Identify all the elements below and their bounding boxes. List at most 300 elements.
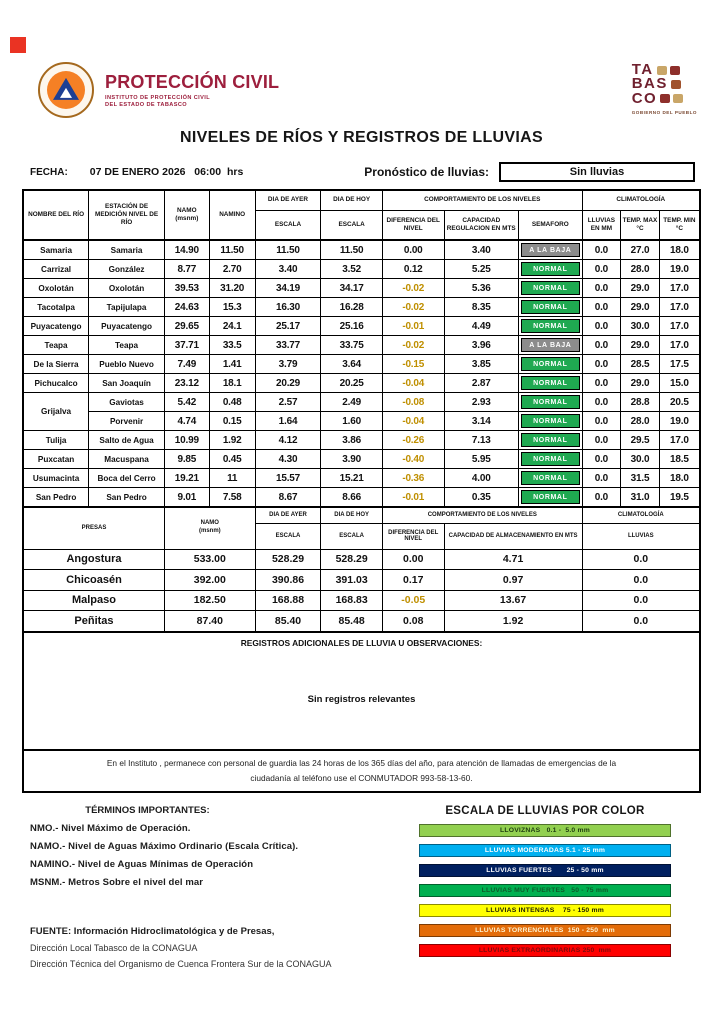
- station-name: Macuspana: [89, 450, 165, 469]
- dam-namo-value: 392.00: [164, 570, 255, 591]
- dam-escala-ayer-value: 390.86: [255, 570, 321, 591]
- dam-escala-hoy-value: 85.48: [321, 611, 383, 632]
- namo-value: 4.74: [164, 412, 209, 431]
- temp-min-value: 17.0: [659, 336, 700, 355]
- escala-ayer-value: 11.50: [255, 240, 321, 260]
- temp-max-value: 29.0: [621, 336, 660, 355]
- lluvias-value: 0.0: [582, 488, 621, 508]
- semaforo-cell: [518, 374, 582, 393]
- river-name: Usumacinta: [23, 469, 89, 488]
- source-block: [30, 926, 409, 969]
- escala-ayer-value: 4.30: [255, 450, 321, 469]
- observations-cell: [23, 632, 700, 750]
- source-line-3: Dirección Técnica del Organismo de Cuenca Frontera Sur de la CONAGUA: [30, 959, 332, 970]
- namo-value: 14.90: [164, 240, 209, 260]
- station-name: San Pedro: [89, 488, 165, 508]
- semaforo-cell: [518, 298, 582, 317]
- escala-hoy-value: 11.50: [321, 240, 383, 260]
- tabasco-glyph-icon: [673, 94, 683, 103]
- namo-value: 29.65: [164, 317, 209, 336]
- semaforo-cell: [518, 355, 582, 374]
- dam-escala-hoy-value: 168.83: [321, 590, 383, 611]
- station-name: Tapijulapa: [89, 298, 165, 317]
- rivers-header: [23, 190, 700, 240]
- terms-title: TÉRMINOS IMPORTANTES:: [85, 805, 210, 817]
- dam-lluvias-value: 0.0: [582, 549, 700, 570]
- semaforo-cell: [518, 260, 582, 279]
- escala-ayer-value: 4.12: [255, 431, 321, 450]
- river-name: Puxcatan: [23, 450, 89, 469]
- semaforo-cell: [518, 279, 582, 298]
- temp-min-value: 19.5: [659, 488, 700, 508]
- temp-max-value: 29.0: [621, 279, 660, 298]
- col-namino: NAMINO: [209, 190, 255, 240]
- col-presas-namo-l1: NAMO: [200, 520, 219, 527]
- terms-list: [30, 823, 409, 888]
- escala-hoy-value: 8.66: [321, 488, 383, 508]
- escala-ayer-value: 20.29: [255, 374, 321, 393]
- station-name: Teapa: [89, 336, 165, 355]
- temp-min-value: 19.0: [659, 412, 700, 431]
- col-presas-ayer: DIA DE AYER: [255, 507, 321, 523]
- escala-hoy-value: 1.60: [321, 412, 383, 431]
- brand-text: [105, 72, 279, 108]
- lluvias-value: 0.0: [582, 469, 621, 488]
- rain-scale-title: ESCALA DE LLUVIAS POR COLOR: [445, 805, 645, 818]
- namo-value: 19.21: [164, 469, 209, 488]
- rain-scale-bar: LLUVIAS FUERTES 25 - 50 mm: [419, 864, 671, 878]
- river-row: [23, 393, 700, 412]
- station-name: Oxolotán: [89, 279, 165, 298]
- temp-min-value: 18.5: [659, 450, 700, 469]
- temp-min-value: 17.0: [659, 279, 700, 298]
- term-definition: MSNM.- Metros Sobre el nivel del mar: [30, 877, 204, 889]
- semaforo-badge: NORMAL: [521, 452, 580, 466]
- col-nombre-rio: NOMBRE DEL RÍO: [23, 190, 89, 240]
- dam-capacidad-value: 1.92: [444, 611, 582, 632]
- escala-ayer-value: 33.77: [255, 336, 321, 355]
- river-row: [23, 336, 700, 355]
- diferencia-value: -0.26: [382, 431, 444, 450]
- station-name: Pueblo Nuevo: [89, 355, 165, 374]
- namino-value: 11.50: [209, 240, 255, 260]
- col-semaforo: SEMAFORO: [518, 210, 582, 240]
- dam-diferencia-value: 0.17: [382, 570, 444, 591]
- diferencia-value: -0.04: [382, 412, 444, 431]
- river-row: [23, 374, 700, 393]
- namo-value: 37.71: [164, 336, 209, 355]
- col-dia-hoy: DIA DE HOY: [321, 190, 383, 210]
- dam-row: [23, 570, 700, 591]
- lluvias-value: 0.0: [582, 336, 621, 355]
- diferencia-value: -0.01: [382, 488, 444, 508]
- capacidad-value: 7.13: [444, 431, 518, 450]
- escala-ayer-value: 25.17: [255, 317, 321, 336]
- temp-min-value: 19.0: [659, 260, 700, 279]
- dam-capacidad-value: 4.71: [444, 549, 582, 570]
- lluvias-value: 0.0: [582, 431, 621, 450]
- semaforo-cell: [518, 412, 582, 431]
- namo-value: 5.42: [164, 393, 209, 412]
- diferencia-value: -0.02: [382, 279, 444, 298]
- lluvias-value: 0.0: [582, 374, 621, 393]
- lluvias-value: 0.0: [582, 317, 621, 336]
- proteccion-civil-logo: [38, 62, 94, 118]
- capacidad-value: 2.87: [444, 374, 518, 393]
- river-name: Oxolotán: [23, 279, 89, 298]
- river-row: [23, 317, 700, 336]
- station-name: Puyacatengo: [89, 317, 165, 336]
- escala-hoy-value: 3.90: [321, 450, 383, 469]
- source-line-1: FUENTE: Información Hidroclimatológica y de Presas,: [30, 926, 275, 938]
- namino-value: 15.3: [209, 298, 255, 317]
- station-name: Gaviotas: [89, 393, 165, 412]
- temp-min-value: 18.0: [659, 240, 700, 260]
- observations-title: REGISTROS ADICIONALES DE LLUVIA U OBSERVACIONES:: [240, 637, 483, 648]
- namino-value: 0.48: [209, 393, 255, 412]
- dam-namo-value: 87.40: [164, 611, 255, 632]
- rain-scale-bar: LLUVIAS MODERADAS 5.1 - 25 mm: [419, 844, 671, 858]
- river-name: Puyacatengo: [23, 317, 89, 336]
- namo-value: 39.53: [164, 279, 209, 298]
- state-caption: GOBIERNO DEL PUEBLO: [631, 109, 697, 115]
- dam-diferencia-value: 0.00: [382, 549, 444, 570]
- page-title: NIVELES DE RÍOS Y REGISTROS DE LLUVIAS: [180, 129, 543, 146]
- semaforo-cell: [518, 469, 582, 488]
- notice-line: ciudadanía al teléfono use el CONMUTADOR 993-58-13-60.: [250, 772, 473, 783]
- col-escala-ayer: ESCALA: [255, 210, 321, 240]
- station-name: San Joaquín: [89, 374, 165, 393]
- diferencia-value: -0.02: [382, 298, 444, 317]
- dam-escala-ayer-value: 528.29: [255, 549, 321, 570]
- river-row: [23, 450, 700, 469]
- temp-max-value: 31.5: [621, 469, 660, 488]
- fecha-label: FECHA:: [30, 166, 68, 178]
- namino-value: 33.5: [209, 336, 255, 355]
- semaforo-cell: [518, 488, 582, 508]
- semaforo-cell: [518, 450, 582, 469]
- dam-name: Malpaso: [23, 590, 164, 611]
- col-dia-ayer: DIA DE AYER: [255, 190, 321, 210]
- capacidad-value: 3.96: [444, 336, 518, 355]
- namo-value: 9.01: [164, 488, 209, 508]
- station-name: Boca del Cerro: [89, 469, 165, 488]
- temp-max-value: 28.5: [621, 355, 660, 374]
- dam-capacidad-value: 13.67: [444, 590, 582, 611]
- lluvias-value: 0.0: [582, 393, 621, 412]
- dam-escala-hoy-value: 528.29: [321, 549, 383, 570]
- wordmark-text: CO: [631, 89, 658, 107]
- capacidad-value: 2.93: [444, 393, 518, 412]
- river-row: [23, 279, 700, 298]
- dam-lluvias-value: 0.0: [582, 590, 700, 611]
- col-capacidad: CAPACIDAD REGULACION EN MTS: [444, 210, 518, 240]
- col-namo: [164, 190, 209, 240]
- station-name: Porvenir: [89, 412, 165, 431]
- diferencia-value: -0.15: [382, 355, 444, 374]
- dam-row: [23, 549, 700, 570]
- semaforo-badge: NORMAL: [521, 376, 580, 390]
- dam-namo-value: 182.50: [164, 590, 255, 611]
- escala-ayer-value: 3.79: [255, 355, 321, 374]
- col-presas-escala-ayer: ESCALA: [255, 523, 321, 549]
- escala-ayer-value: 1.64: [255, 412, 321, 431]
- diferencia-value: 0.00: [382, 240, 444, 260]
- observations-section: [23, 632, 700, 793]
- river-name: San Pedro: [23, 488, 89, 508]
- semaforo-cell: [518, 431, 582, 450]
- pronostico-label: Pronóstico de lluvias:: [364, 165, 489, 179]
- notice-cell: [23, 750, 700, 793]
- namo-value: 24.63: [164, 298, 209, 317]
- semaforo-badge: NORMAL: [521, 319, 580, 333]
- pronostico-box: Sin lluvias: [499, 162, 695, 182]
- temp-max-value: 31.0: [621, 488, 660, 508]
- river-row: [23, 412, 700, 431]
- meta-row: [30, 162, 695, 182]
- escala-hoy-value: 16.28: [321, 298, 383, 317]
- capacidad-value: 5.95: [444, 450, 518, 469]
- col-namo-l1: NAMO: [177, 206, 197, 214]
- namo-value: 23.12: [164, 374, 209, 393]
- temp-max-value: 30.0: [621, 450, 660, 469]
- river-row: [23, 469, 700, 488]
- wordmark-text: TA: [631, 61, 654, 78]
- temp-max-value: 28.0: [621, 412, 660, 431]
- escala-ayer-value: 2.57: [255, 393, 321, 412]
- station-name: Samaria: [89, 240, 165, 260]
- semaforo-cell: [518, 393, 582, 412]
- source-line-2: Dirección Local Tabasco de la CONAGUA: [30, 943, 198, 954]
- station-name: González: [89, 260, 165, 279]
- col-presas-capacidad: CAPACIDAD DE ALMACENAMIENTO EN MTS: [444, 523, 582, 549]
- escala-ayer-value: 16.30: [255, 298, 321, 317]
- semaforo-badge: NORMAL: [521, 357, 580, 371]
- capacidad-value: 3.40: [444, 240, 518, 260]
- col-presas-climatologia: CLIMATOLOGÍA: [582, 507, 700, 523]
- temp-max-value: 29.5: [621, 431, 660, 450]
- temp-max-value: 29.0: [621, 298, 660, 317]
- terms-column: [30, 805, 409, 969]
- temp-max-value: 27.0: [621, 240, 660, 260]
- namino-value: 11: [209, 469, 255, 488]
- notice-line: En el Instituto , permanece con personal de guardia las 24 horas de los 365 días del año, para atención de llamadas de emergencias de la: [106, 757, 617, 768]
- term-definition: NMO.- Nivel Máximo de Operación.: [30, 823, 191, 835]
- tabasco-glyph-icon: [660, 94, 670, 103]
- col-climatologia: CLIMATOLOGÍA: [582, 190, 700, 210]
- temp-min-value: 15.0: [659, 374, 700, 393]
- col-presas-escala-hoy: ESCALA: [321, 523, 383, 549]
- col-presas-hoy: DIA DE HOY: [321, 507, 383, 523]
- lluvias-value: 0.0: [582, 298, 621, 317]
- rain-scale-bar: LLUVIAS INTENSAS 75 - 150 mm: [419, 904, 671, 918]
- river-name: Teapa: [23, 336, 89, 355]
- col-namo-l2: (msnm): [175, 215, 199, 222]
- river-name: Pichucalco: [23, 374, 89, 393]
- semaforo-badge: NORMAL: [521, 395, 580, 409]
- capacidad-value: 5.36: [444, 279, 518, 298]
- temp-max-value: 30.0: [621, 317, 660, 336]
- lluvias-value: 0.0: [582, 279, 621, 298]
- term-definition: NAMINO.- Nivel de Aguas Mínimas de Operación: [30, 859, 254, 871]
- temp-max-value: 28.8: [621, 393, 660, 412]
- col-escala-hoy: ESCALA: [321, 210, 383, 240]
- namino-value: 18.1: [209, 374, 255, 393]
- capacidad-value: 3.14: [444, 412, 518, 431]
- dam-row: [23, 590, 700, 611]
- river-row: [23, 355, 700, 374]
- diferencia-value: -0.01: [382, 317, 444, 336]
- temp-min-value: 17.0: [659, 317, 700, 336]
- rain-scale-bar: LLUVIAS EXTRAORDINARIAS 250 mm: [419, 944, 671, 958]
- lluvias-value: 0.0: [582, 260, 621, 279]
- namino-value: 1.41: [209, 355, 255, 374]
- col-temp-min: TEMP. MIN °C: [659, 210, 700, 240]
- org-subtitle-2: DEL ESTADO DE TABASCO: [105, 102, 188, 108]
- capacidad-value: 5.25: [444, 260, 518, 279]
- col-presas: PRESAS: [23, 507, 164, 549]
- dam-row: [23, 611, 700, 632]
- dam-escala-ayer-value: 85.40: [255, 611, 321, 632]
- escala-ayer-value: 8.67: [255, 488, 321, 508]
- col-presas-diferencia: DIFERENCIA DEL NIVEL: [382, 523, 444, 549]
- river-name: Grijalva: [23, 393, 89, 431]
- escala-hoy-value: 20.25: [321, 374, 383, 393]
- col-temp-max: TEMP. MAX °C: [621, 210, 660, 240]
- tabasco-logo: [632, 63, 697, 115]
- escala-hoy-value: 15.21: [321, 469, 383, 488]
- capacidad-value: 3.85: [444, 355, 518, 374]
- namo-value: 9.85: [164, 450, 209, 469]
- river-row: [23, 240, 700, 260]
- col-presas-namo: [164, 507, 255, 549]
- escala-hoy-value: 2.49: [321, 393, 383, 412]
- escala-ayer-value: 3.40: [255, 260, 321, 279]
- red-marker: [10, 37, 26, 53]
- escala-hoy-value: 3.52: [321, 260, 383, 279]
- dam-escala-ayer-value: 168.88: [255, 590, 321, 611]
- col-comportamiento: COMPORTAMIENTO DE LOS NIVELES: [382, 190, 582, 210]
- semaforo-cell: [518, 240, 582, 260]
- dam-lluvias-value: 0.0: [582, 570, 700, 591]
- river-name: Samaria: [23, 240, 89, 260]
- semaforo-badge: NORMAL: [521, 433, 580, 447]
- temp-min-value: 17.0: [659, 298, 700, 317]
- semaforo-badge: NORMAL: [521, 300, 580, 314]
- report-table: [22, 189, 701, 793]
- diferencia-value: -0.40: [382, 450, 444, 469]
- namo-value: 8.77: [164, 260, 209, 279]
- capacidad-value: 0.35: [444, 488, 518, 508]
- col-presas-namo-l2: (msnm): [198, 528, 221, 535]
- river-name: Tulija: [23, 431, 89, 450]
- temp-min-value: 17.0: [659, 431, 700, 450]
- diferencia-value: -0.02: [382, 336, 444, 355]
- dam-diferencia-value: -0.05: [382, 590, 444, 611]
- namo-value: 7.49: [164, 355, 209, 374]
- rain-scale-bar: LLOVIZNAS 0.1 - 5.0 mm: [419, 824, 671, 838]
- diferencia-value: -0.08: [382, 393, 444, 412]
- dam-capacidad-value: 0.97: [444, 570, 582, 591]
- namo-value: 10.99: [164, 431, 209, 450]
- rain-scale-column: [409, 805, 681, 969]
- escala-ayer-value: 15.57: [255, 469, 321, 488]
- semaforo-cell: [518, 317, 582, 336]
- river-name: De la Sierra: [23, 355, 89, 374]
- col-presas-lluvias: LLUVIAS: [582, 523, 700, 549]
- temp-max-value: 28.0: [621, 260, 660, 279]
- dam-name: Chicoasén: [23, 570, 164, 591]
- river-name: Carrizal: [23, 260, 89, 279]
- capacidad-value: 4.00: [444, 469, 518, 488]
- org-name: PROTECCIÓN CIVIL: [105, 72, 280, 92]
- tabasco-glyph-icon: [670, 66, 680, 75]
- brand-left: [38, 62, 279, 118]
- river-row: [23, 260, 700, 279]
- namino-value: 1.92: [209, 431, 255, 450]
- capacidad-value: 8.35: [444, 298, 518, 317]
- dam-lluvias-value: 0.0: [582, 611, 700, 632]
- rain-scale-bar: LLUVIAS TORRENCIALES 150 - 250 mm: [419, 924, 671, 938]
- col-presas-comportamiento: COMPORTAMIENTO DE LOS NIVELES: [382, 507, 582, 523]
- dam-escala-hoy-value: 391.03: [321, 570, 383, 591]
- river-name: Tacotalpa: [23, 298, 89, 317]
- escala-ayer-value: 34.19: [255, 279, 321, 298]
- namino-value: 7.58: [209, 488, 255, 508]
- semaforo-badge: A LA BAJA: [521, 243, 580, 257]
- escala-hoy-value: 3.86: [321, 431, 383, 450]
- lluvias-value: 0.0: [582, 450, 621, 469]
- river-row: [23, 298, 700, 317]
- dam-name: Angostura: [23, 549, 164, 570]
- capacidad-value: 4.49: [444, 317, 518, 336]
- semaforo-badge: A LA BAJA: [521, 338, 580, 352]
- escala-hoy-value: 25.16: [321, 317, 383, 336]
- tabasco-glyph-icon: [657, 66, 667, 75]
- escala-hoy-value: 33.75: [321, 336, 383, 355]
- diferencia-value: -0.36: [382, 469, 444, 488]
- rain-scale-bars: [409, 824, 681, 958]
- semaforo-badge: NORMAL: [521, 490, 580, 504]
- semaforo-badge: NORMAL: [521, 414, 580, 428]
- fecha-value: 07 DE ENERO 2026 06:00 hrs: [89, 166, 244, 178]
- org-subtitle-1: INSTITUTO DE PROTECCIÓN CIVIL: [105, 94, 211, 101]
- dams-section: [23, 507, 700, 549]
- tabasco-wordmark-line: [631, 89, 697, 107]
- bottom-section: [30, 805, 695, 969]
- semaforo-badge: NORMAL: [521, 471, 580, 485]
- lluvias-value: 0.0: [582, 355, 621, 374]
- term-definition: NAMO.- Nivel de Aguas Máximo Ordinario (Escala Crítica).: [30, 841, 299, 853]
- escala-hoy-value: 34.17: [321, 279, 383, 298]
- lluvias-value: 0.0: [582, 240, 621, 260]
- semaforo-badge: NORMAL: [521, 281, 580, 295]
- semaforo-badge: NORMAL: [521, 262, 580, 276]
- river-row: [23, 488, 700, 508]
- wordmark-text: BAS: [631, 75, 668, 93]
- temp-min-value: 18.0: [659, 469, 700, 488]
- dams-body: [23, 549, 700, 632]
- temp-min-value: 17.5: [659, 355, 700, 374]
- temp-max-value: 29.0: [621, 374, 660, 393]
- diferencia-value: -0.04: [382, 374, 444, 393]
- dam-name: Peñitas: [23, 611, 164, 632]
- temp-min-value: 20.5: [659, 393, 700, 412]
- namino-value: 0.45: [209, 450, 255, 469]
- col-estacion: ESTACIÓN DE MEDICIÓN NIVEL DE RÍO: [89, 190, 165, 240]
- rain-scale-bar: LLUVIAS MUY FUERTES 50 - 75 mm: [419, 884, 671, 898]
- river-row: [23, 431, 700, 450]
